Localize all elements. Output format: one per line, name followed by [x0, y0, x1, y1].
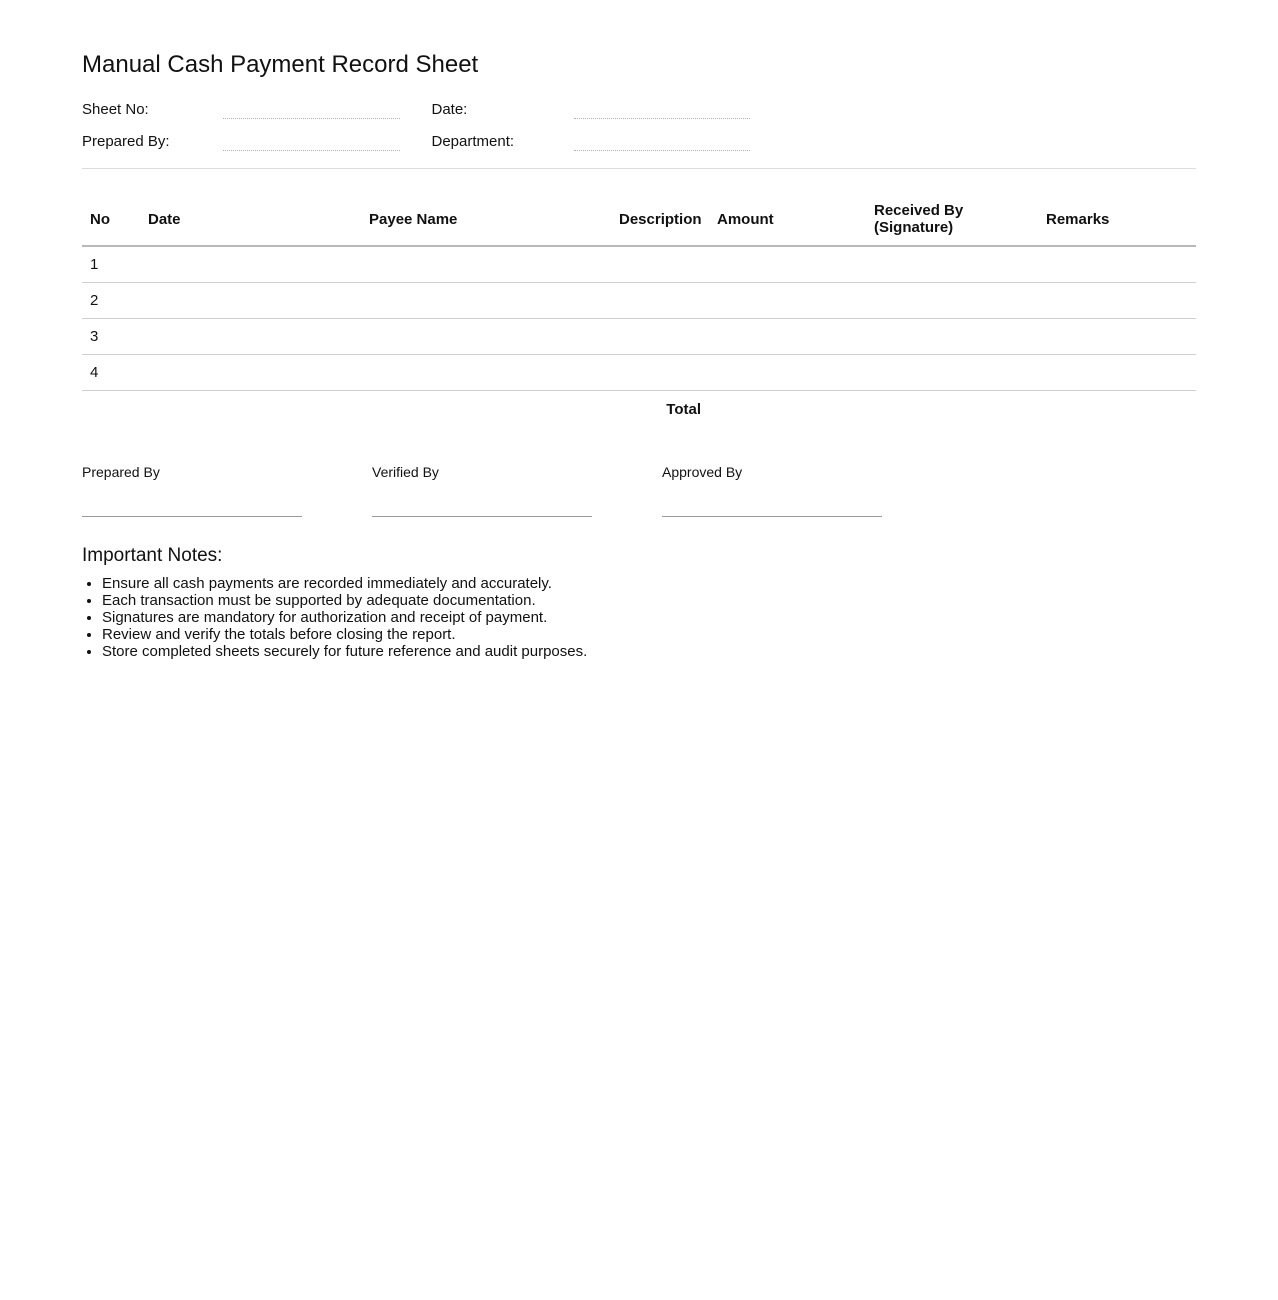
list-item: • Store completed sheets securely for future reference and audit purposes. [102, 643, 982, 660]
signature-section [82, 464, 952, 517]
prepared-by-signature [82, 464, 302, 517]
sheet-meta [82, 88, 782, 152]
remarks-cell[interactable] [1038, 319, 1196, 355]
payee-cell[interactable] [361, 319, 611, 355]
department-label: Department: [431, 133, 515, 150]
amount-cell[interactable] [709, 355, 866, 391]
payee-cell[interactable] [361, 283, 611, 319]
list-item: • Ensure all cash payments are recorded immediately and accurately. [102, 575, 982, 592]
verified-by-signature-label: Verified By [372, 464, 439, 480]
total-label: Total [666, 400, 701, 418]
col-header-date: Date [140, 193, 361, 246]
payee-cell[interactable] [361, 355, 611, 391]
date-cell[interactable] [140, 246, 361, 283]
total-amount-cell[interactable] [709, 391, 866, 428]
approved-by-signature-label: Approved By [662, 464, 743, 480]
col-header-received [866, 193, 1038, 246]
total-empty-cell [1038, 391, 1196, 428]
list-item: • Signatures are mandatory for authorization and receipt of payment. [102, 609, 982, 626]
description-cell[interactable] [611, 283, 709, 319]
prepared-by-signature-line[interactable] [82, 516, 302, 517]
date-field[interactable] [574, 108, 750, 119]
list-item: • Each transaction must be supported by adequate documentation. [102, 592, 982, 609]
prepared-by-signature-label: Prepared By [82, 464, 160, 480]
prepared-by-field[interactable] [223, 140, 399, 151]
col-header-no: No [82, 193, 140, 246]
notes-title: Important Notes: [82, 545, 223, 566]
notes-list [82, 575, 982, 660]
signature-cell[interactable] [866, 246, 1038, 283]
meta-row-1 [82, 88, 782, 120]
signature-cell[interactable] [866, 355, 1038, 391]
row-number: 2 [82, 283, 140, 319]
header-divider [82, 168, 1196, 169]
verified-by-signature [372, 464, 592, 517]
row-number: 3 [82, 319, 140, 355]
sheet-no-field[interactable] [223, 108, 399, 119]
table-row [82, 246, 1196, 283]
amount-cell[interactable] [709, 283, 866, 319]
table-row [82, 355, 1196, 391]
table-header-row [82, 193, 1196, 246]
col-header-received-line2: (Signature) [874, 219, 954, 236]
remarks-cell[interactable] [1038, 283, 1196, 319]
description-cell[interactable] [611, 355, 709, 391]
col-header-description: Description [611, 193, 709, 246]
important-notes [82, 544, 982, 660]
list-item: • Review and verify the totals before closing the report. [102, 626, 982, 643]
col-header-received-line1: Received By [874, 202, 964, 219]
date-cell[interactable] [140, 319, 361, 355]
approved-by-signature [662, 464, 882, 517]
date-cell[interactable] [140, 355, 361, 391]
prepared-by-label: Prepared By: [82, 133, 170, 150]
table-row [82, 283, 1196, 319]
signature-cell[interactable] [866, 319, 1038, 355]
row-number: 4 [82, 355, 140, 391]
total-row [82, 391, 1196, 428]
meta-row-2 [82, 120, 782, 152]
date-cell[interactable] [140, 283, 361, 319]
payee-cell[interactable] [361, 246, 611, 283]
verified-by-signature-line[interactable] [372, 516, 592, 517]
approved-by-signature-line[interactable] [662, 516, 882, 517]
amount-cell[interactable] [709, 246, 866, 283]
table-row [82, 319, 1196, 355]
signature-cell[interactable] [866, 283, 1038, 319]
remarks-cell[interactable] [1038, 246, 1196, 283]
col-header-remarks: Remarks [1038, 193, 1196, 246]
page-title: Manual Cash Payment Record Sheet [82, 51, 479, 78]
row-number: 1 [82, 246, 140, 283]
department-field[interactable] [574, 140, 750, 151]
sheet-no-label: Sheet No: [82, 101, 149, 118]
date-label: Date: [431, 101, 468, 118]
remarks-cell[interactable] [1038, 355, 1196, 391]
description-cell[interactable] [611, 319, 709, 355]
payment-table [82, 193, 1196, 427]
total-empty-cell [866, 391, 1038, 428]
col-header-amount: Amount [709, 193, 866, 246]
col-header-payee: Payee Name [361, 193, 611, 246]
description-cell[interactable] [611, 246, 709, 283]
amount-cell[interactable] [709, 319, 866, 355]
